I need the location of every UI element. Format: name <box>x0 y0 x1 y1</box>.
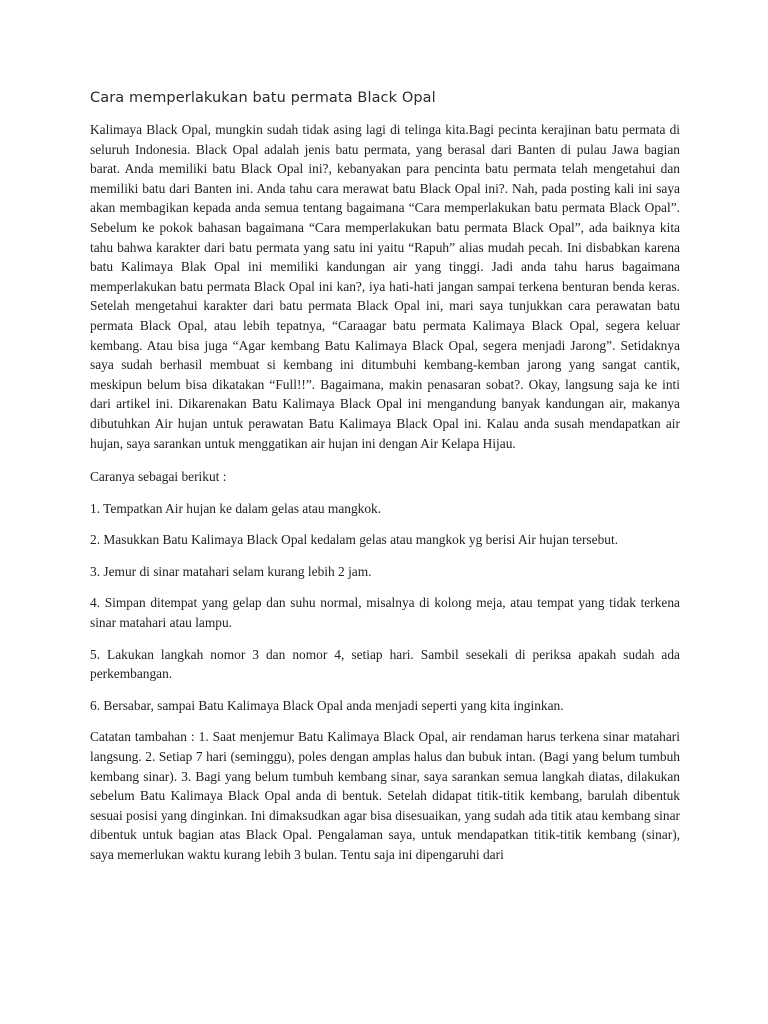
steps-list <box>90 499 680 716</box>
step-item: 6. Bersabar, sampai Batu Kalimaya Black Opal anda menjadi seperti yang kita inginkan. <box>90 697 564 713</box>
step-item: 1. Tempatkan Air hujan ke dalam gelas atau mangkok. <box>90 500 382 516</box>
steps-intro: Caranya sebagai berikut : <box>90 469 227 485</box>
document-page <box>90 90 680 877</box>
step-item: 5. Lakukan langkah nomor 3 dan nomor 4, setiap hari. Sambil sesekali di periksa apakah sudah ada perkembangan. <box>90 646 680 682</box>
step-item: 2. Masukkan Batu Kalimaya Black Opal kedalam gelas atau mangkok yg berisi Air hujan tersebut. <box>90 532 619 548</box>
notes-paragraph: Catatan tambahan : 1. Saat menjemur Batu Kalimaya Black Opal, air rendaman harus terkena sinar matahari langsung. 2. Setiap 7 hari (seminggu), poles dengan amplas halus dan bubuk intan. (Bagi yang belum tumbuh kembang sinar). 3. Bagi yang belum tumbuh kembang sinar, saya sarankan semua langkah diatas, dilakukan sebelum Batu Kalimaya Black Opal anda di bentuk. Setelah didapat titik-titik kembang, barulah dibentuk sesuai posisi yang dinginkan. Ini dimaksudkan agar bisa disesuaikan, yang sudah ada titik atau kembang sinar dibentuk untuk bagian atas Black Opal. Pengalaman saya, untuk mendapatkan titik-titik kembang (sinar), saya memerlukan waktu kurang lebih 3 bulan. Tentu saja ini dipengaruhi dari <box>90 729 680 862</box>
page-title: Cara memperlakukan batu permata Black Opal <box>90 90 436 106</box>
step-item: 3. Jemur di sinar matahari selam kurang lebih 2 jam. <box>90 563 372 579</box>
step-item: 4. Simpan ditempat yang gelap dan suhu normal, misalnya di kolong meja, atau tempat yang tidak terkena sinar matahari atau lampu. <box>90 595 680 631</box>
intro-paragraph: Kalimaya Black Opal, mungkin sudah tidak asing lagi di telinga kita.Bagi pecinta kerajinan batu permata di seluruh Indonesia. Black Opal adalah jenis batu permata, yang berasal dari Banten di pulau Jawa bagian barat. Anda memiliki batu Black Opal ini?, kebanyakan para pencinta batu permata telah mengetahui dan memiliki batu dari Banten ini. Anda tahu cara merawat batu Black Opal ini?. Nah, pada posting kali ini saya akan membagikan kepada anda semua tentang bagaimana “Cara memperlakukan batu permata Black Opal”. Sebelum ke pokok bahasan bagaimana “Cara memperlakukan batu permata Black Opal”, ada baiknya kita tahu bahwa karakter dari batu permata yang satu ini yaitu “Rapuh” alias mudah pecah. Ini disbabkan karena batu Kalimaya Blak Opal ini memiliki kandungan air yang tinggi. Jadi anda tahu harus bagaimana memperlakukan batu permata Black Opal ini kan?, iya hati-hati jangan sampai terkena benturan benda keras. Setelah mengetahui karakter dari batu permata Black Opal ini, mari saya tunjukkan cara perawatan batu permata Black Opal, atau lebih tepatnya, “Caraagar batu permata Kalimaya Black Opal, segera keluar kembang. Atau bisa juga “Agar kembang Batu Kalimaya Black Opal, segera menjadi Jarong”. Setidaknya saya sudah berhasil membuat si kembang ini ditumbuhi kembang-kemban jarong yang sangat cantik, meskipun belum bisa dikatakan “Full!!”. Bagaimana, makin penasaran sobat?. Okay, langsung saja ke inti dari artikel ini. Dikarenakan Batu Kalimaya Black Opal ini mengandung banyak kandungan air, makanya dibutuhkan Air hujan untuk perawatan Batu Kalimaya Black Opal ini. Kalau anda susah mendapatkan air hujan, saya sarankan untuk menggatikan air hujan ini dengan Air Kelapa Hijau. <box>90 122 680 451</box>
